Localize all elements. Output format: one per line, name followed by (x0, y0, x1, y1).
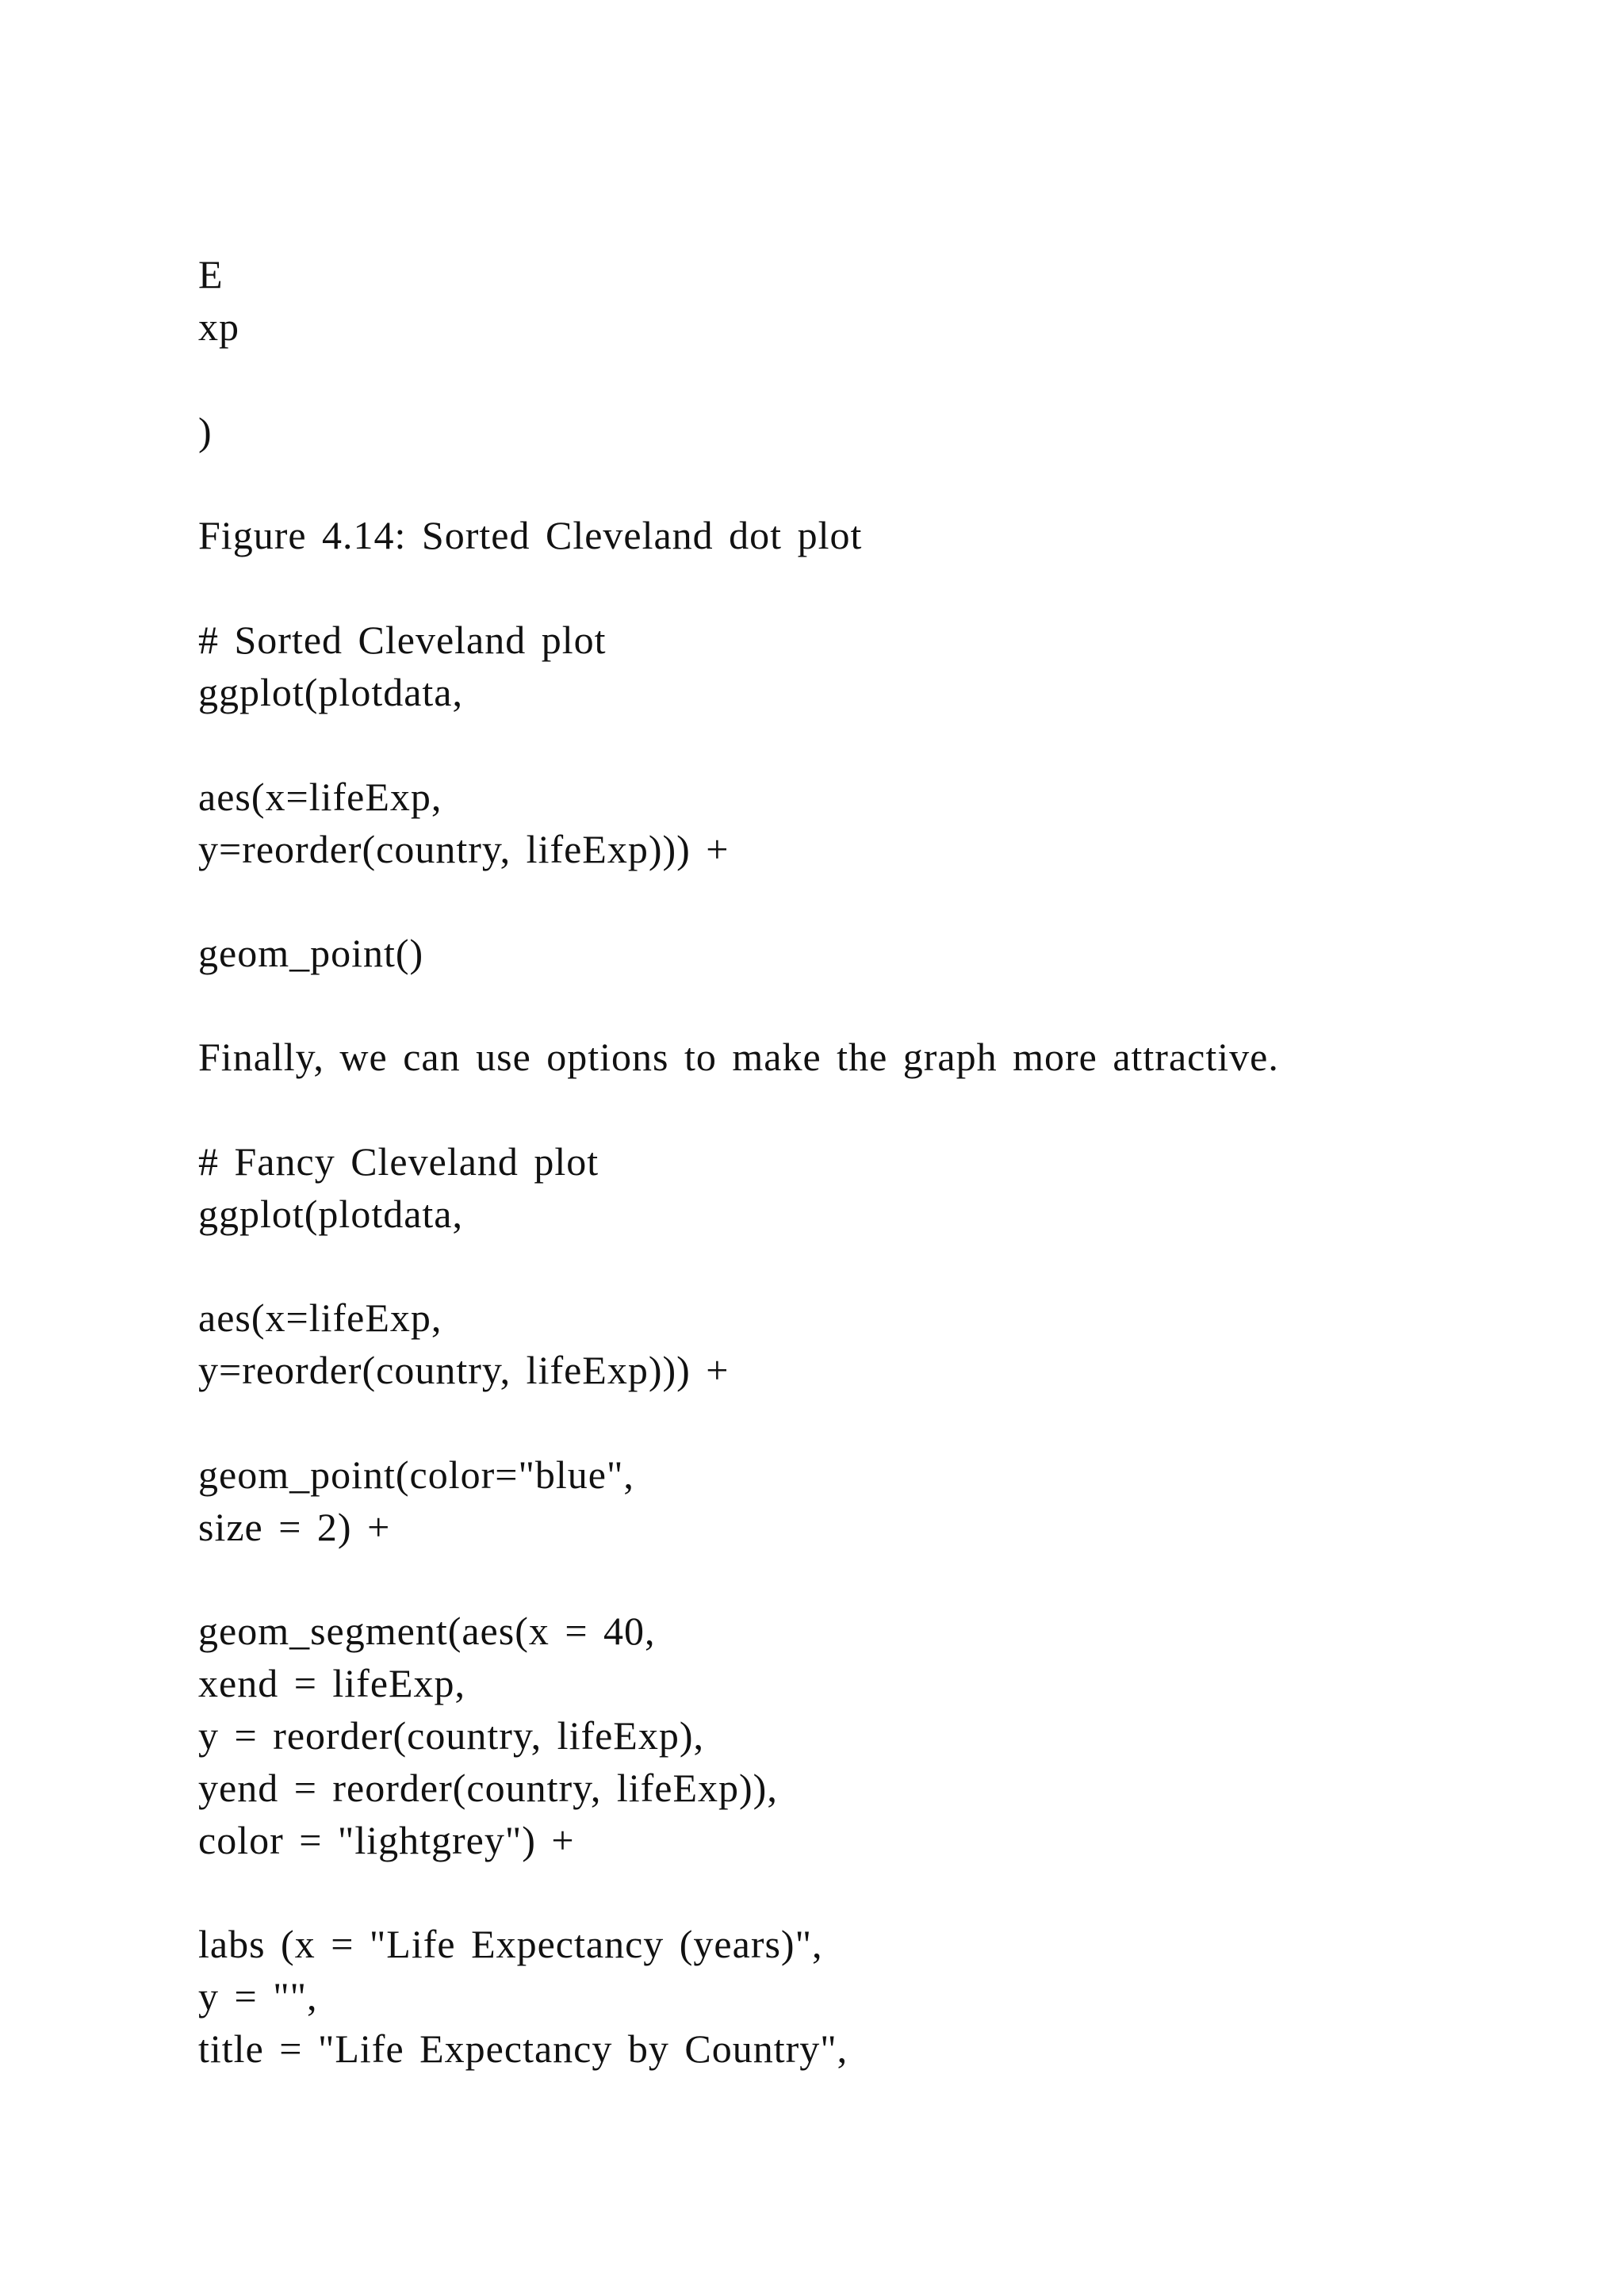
code-comment-sorted: # Sorted Cleveland plot (198, 618, 607, 662)
code-line: y = reorder(country, lifeExp), (198, 1713, 704, 1758)
code-line: geom_segment(aes(x = 40, (198, 1609, 656, 1653)
code-line: geom_point() (198, 931, 424, 975)
body-paragraph: Finally, we can use options to make the graph more attractive. (198, 1035, 1279, 1079)
code-line: aes(x=lifeExp, (198, 775, 442, 819)
text-line-fragment-e: E (198, 252, 224, 297)
code-line: ggplot(plotdata, (198, 1192, 463, 1236)
code-line: labs (x = "Life Expectancy (years)", (198, 1922, 823, 1966)
code-line: y=reorder(country, lifeExp))) + (198, 827, 730, 871)
code-line: y=reorder(country, lifeExp))) + (198, 1348, 730, 1392)
text-line-fragment-xp: xp (198, 304, 239, 349)
code-comment-fancy: # Fancy Cleveland plot (198, 1139, 599, 1184)
code-line: size = 2) + (198, 1505, 391, 1549)
code-line: color = "lightgrey") + (198, 1818, 575, 1862)
code-line: aes(x=lifeExp, (198, 1295, 442, 1340)
code-line: xend = lifeExp, (198, 1661, 466, 1705)
code-line: geom_point(color="blue", (198, 1452, 634, 1497)
figure-caption: Figure 4.14: Sorted Cleveland dot plot (198, 513, 863, 557)
code-line: yend = reorder(country, lifeExp)), (198, 1766, 778, 1810)
code-line: title = "Life Expectancy by Country", (198, 2026, 848, 2071)
text-line-fragment-paren: ) (198, 409, 213, 453)
code-line: y = "", (198, 1974, 318, 2019)
code-line: ggplot(plotdata, (198, 670, 463, 714)
